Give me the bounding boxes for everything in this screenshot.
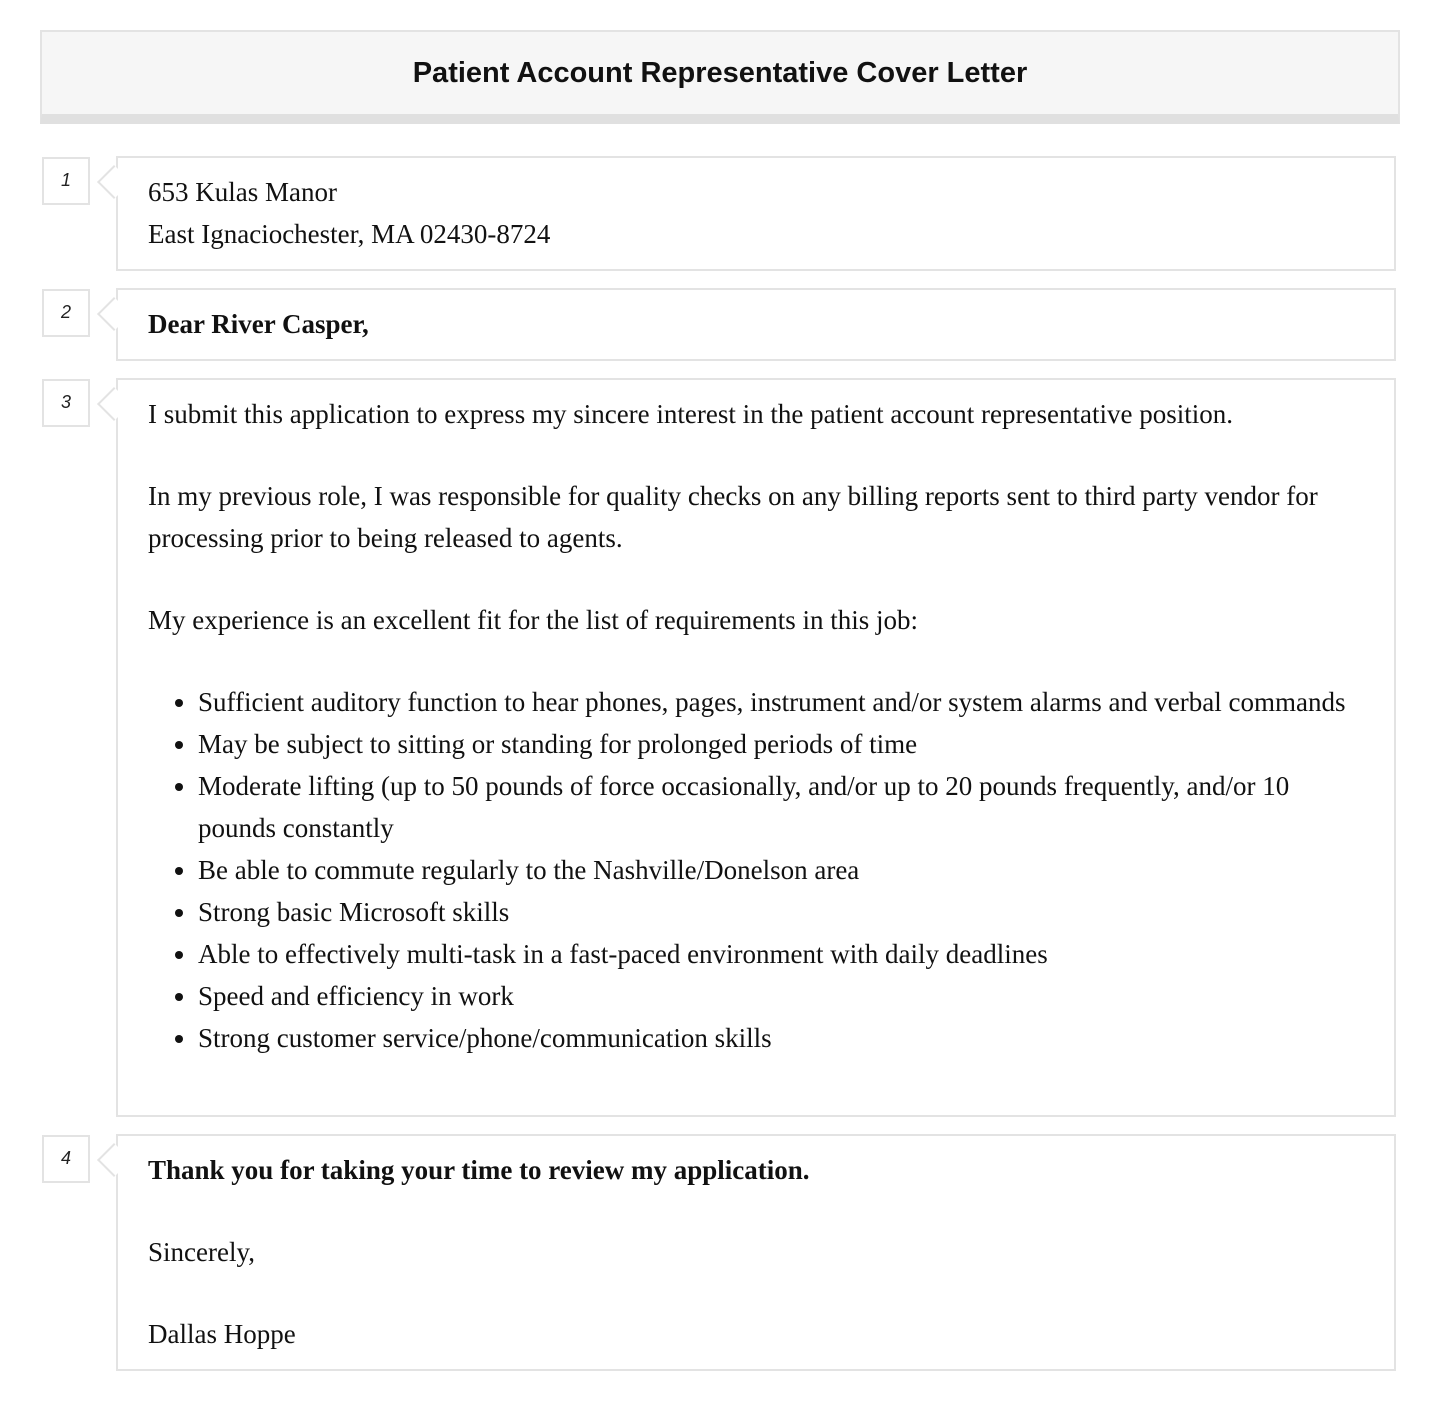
list-item: • Moderate lifting (up to 50 pounds of force occasionally, and/or up to 20 pounds frequently, and/or 10 pounds constantly xyxy=(198,765,1364,849)
section-content xyxy=(116,1134,1396,1371)
closing-text: Sincerely, xyxy=(148,1237,255,1267)
intro-paragraph: I submit this application to express my sincere interest in the patient account representative position. xyxy=(148,399,1233,429)
requirements-list xyxy=(148,681,1364,1059)
page-title: Patient Account Representative Cover Letter xyxy=(412,56,1028,89)
fit-paragraph: My experience is an excellent fit for the list of requirements in this job: xyxy=(148,605,919,635)
list-item: • Sufficient auditory function to hear phones, pages, instrument and/or system alarms and verbal commands xyxy=(198,681,1364,723)
section-content xyxy=(116,288,1396,361)
section-number: 4 xyxy=(42,1135,90,1183)
signature: Dallas Hoppe xyxy=(148,1319,296,1349)
section-number: 1 xyxy=(42,157,90,205)
list-item: • Able to effectively multi-task in a fast-paced environment with daily deadlines xyxy=(198,933,1364,975)
thanks-text: Thank you for taking your time to review my application. xyxy=(148,1155,810,1185)
list-item: • Strong customer service/phone/communication skills xyxy=(198,1017,1364,1059)
page-header xyxy=(40,30,1400,124)
address-line-1: 653 Kulas Manor xyxy=(148,177,337,207)
list-item: • Strong basic Microsoft skills xyxy=(198,891,1364,933)
list-item: • Be able to commute regularly to the Nashville/Donelson area xyxy=(198,849,1364,891)
list-item: • May be subject to sitting or standing for prolonged periods of time xyxy=(198,723,1364,765)
section-number: 3 xyxy=(42,379,90,427)
section-content xyxy=(116,378,1396,1117)
section-number: 2 xyxy=(42,289,90,337)
address-line-2: East Ignaciochester, MA 02430-8724 xyxy=(148,219,551,249)
section-content xyxy=(116,156,1396,271)
list-item: • Speed and efficiency in work xyxy=(198,975,1364,1017)
greeting: Dear River Casper, xyxy=(148,309,369,339)
previous-role-paragraph: In my previous role, I was responsible for quality checks on any billing reports sent to third party vendor for processing prior to being released to agents. xyxy=(148,481,1318,553)
